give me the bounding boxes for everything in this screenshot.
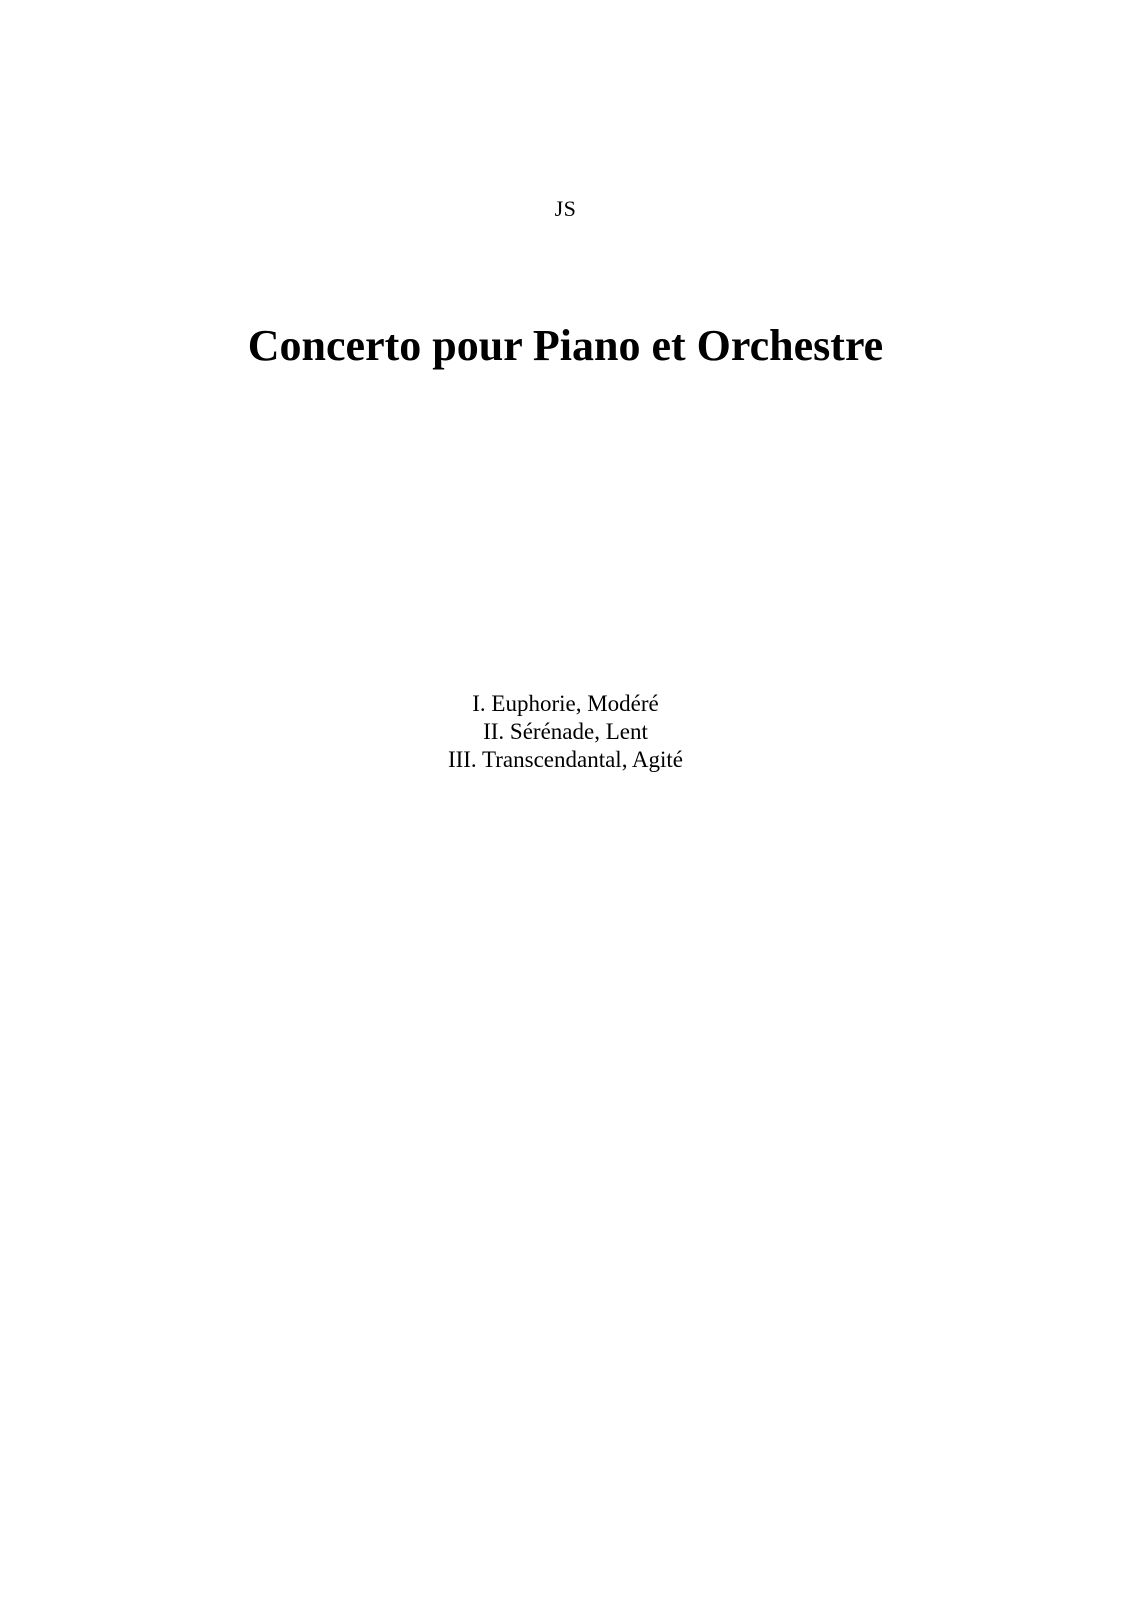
page-title: Concerto pour Piano et Orchestre [247, 321, 884, 370]
movement-item-3: III. Transcendantal, Agité [447, 747, 684, 772]
author-initials: JS [554, 196, 577, 221]
movement-list [0, 690, 1131, 774]
movement-item-1: I. Euphorie, Modéré [472, 691, 659, 716]
movement-item-2: II. Sérénade, Lent [483, 719, 648, 744]
